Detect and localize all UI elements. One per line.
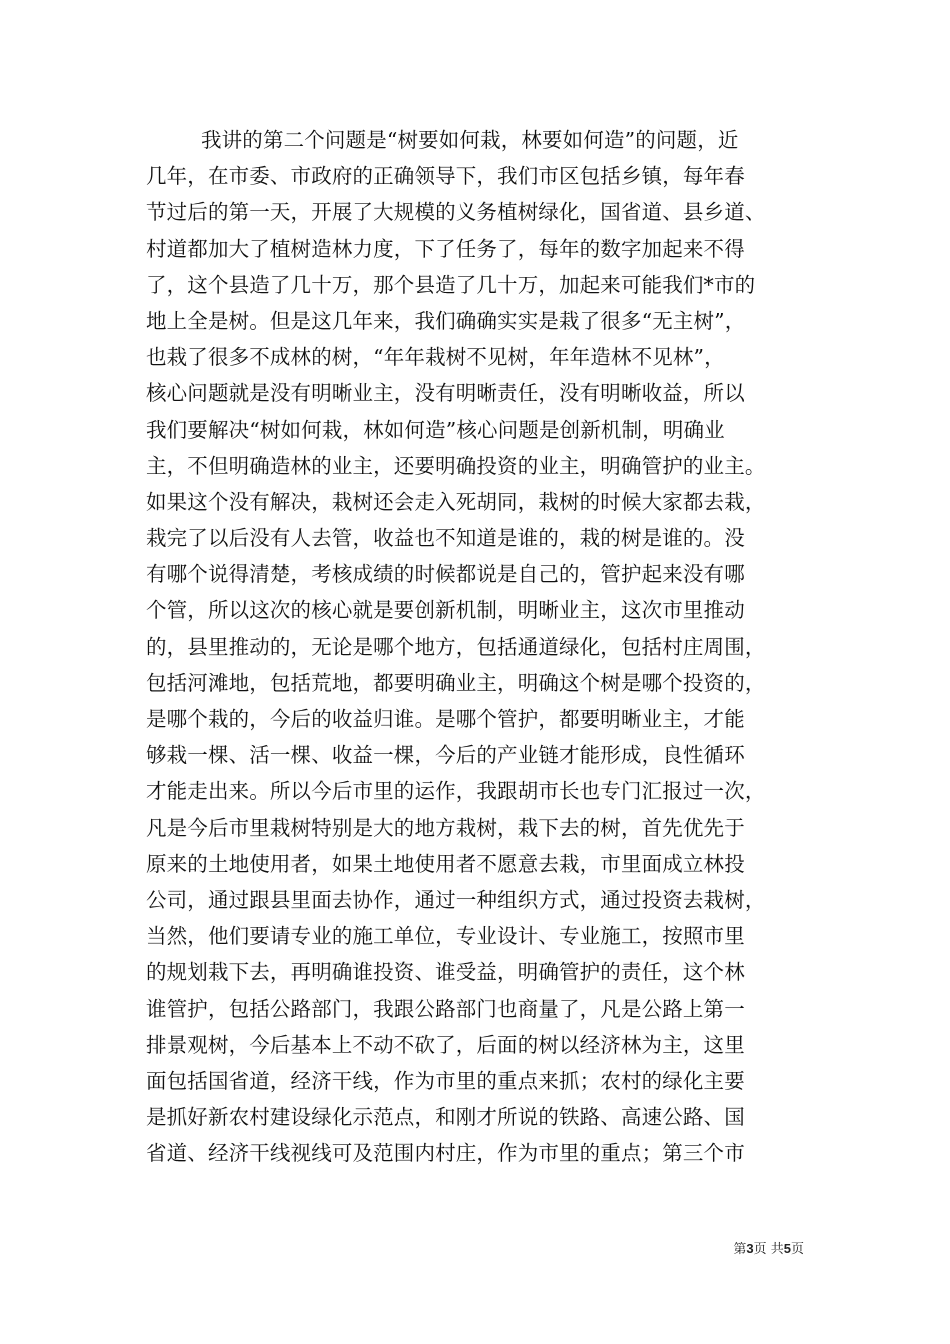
text-line-19: 才能走出来。所以今后市里的运作，我跟胡市长也专门汇报过一次， <box>146 779 766 804</box>
text-line-11: 如果这个没有解决，栽树还会走入死胡同，栽树的时候大家都去栽， <box>146 489 766 514</box>
text-line-28: 是抓好新农村建设绿化示范点，和刚才所说的铁路、高速公路、国 <box>146 1105 745 1130</box>
text-line-9: 我们要解决“树如何栽，林如何造”核心问题是创新机制，明确业 <box>146 417 725 442</box>
footer-middle: 页 共 <box>753 1242 784 1257</box>
text-line-4: 村道都加大了植树造林力度，下了任务了，每年的数字加起来不得 <box>146 236 745 261</box>
total-pages-number: 5 <box>783 1241 791 1256</box>
text-line-20: 凡是今后市里栽树特别是大的地方栽树，栽下去的树，首先优先于 <box>146 815 745 840</box>
text-line-1: 我讲的第二个问题是“树要如何栽，林要如何造”的问题，近 <box>201 128 739 152</box>
text-line-16: 包括河滩地，包括荒地，都要明确业主，明确这个树是哪个投资的， <box>146 670 766 695</box>
footer-prefix: 第 <box>733 1242 747 1257</box>
text-line-5: 了，这个县造了几十万，那个县造了几十万，加起来可能我们*市的 <box>146 272 756 297</box>
text-line-27: 面包括国省道，经济干线，作为市里的重点来抓；农村的绿化主要 <box>146 1068 745 1093</box>
text-line-15: 的，县里推动的，无论是哪个地方，包括通道绿化，包括村庄周围， <box>146 634 766 659</box>
text-line-8: 核心问题就是没有明晰业主，没有明晰责任，没有明晰收益，所以 <box>146 381 745 406</box>
text-line-6: 地上全是树。但是这几年来，我们确确实实是栽了很多“无主树”， <box>146 308 746 333</box>
current-page-number: 3 <box>746 1241 754 1256</box>
text-line-22: 公司，通过跟县里面去协作，通过一种组织方式，通过投资去栽树， <box>146 887 766 912</box>
text-line-17: 是哪个栽的，今后的收益归谁。是哪个管护，都要明晰业主，才能 <box>146 707 745 731</box>
text-line-3: 节过后的第一天，开展了大规模的义务植树绿化，国省道、县乡道、 <box>146 200 766 225</box>
text-line-29: 省道、经济干线视线可及范围内村庄，作为市里的重点；第三个市 <box>146 1141 745 1166</box>
text-line-2: 几年，在市委、市政府的正确领导下，我们市区包括乡镇，每年春 <box>146 164 745 189</box>
page-footer <box>733 1241 804 1258</box>
body-text <box>146 122 806 1171</box>
text-line-10: 主，不但明确造林的业主，还要明确投资的业主，明确管护的业主。 <box>146 453 766 478</box>
text-line-26: 排景观树，今后基本上不动不砍了，后面的树以经济林为主，这里 <box>146 1032 745 1057</box>
text-line-13: 有哪个说得清楚，考核成绩的时候都说是自己的，管护起来没有哪 <box>146 562 745 587</box>
text-line-7: 也栽了很多不成林的树，“年年栽树不见树，年年造林不见林”， <box>146 345 725 370</box>
footer-suffix: 页 <box>790 1242 804 1257</box>
text-line-21: 原来的土地使用者，如果土地使用者不愿意去栽，市里面成立林投 <box>146 851 745 876</box>
text-line-14: 个管，所以这次的核心就是要创新机制，明晰业主，这次市里推动 <box>146 598 745 623</box>
text-line-18: 够栽一棵、活一棵、收益一棵，今后的产业链才能形成，良性循环 <box>146 743 745 768</box>
text-line-24: 的规划栽下去，再明确谁投资、谁受益，明确管护的责任，这个林 <box>146 960 745 985</box>
text-line-12: 栽完了以后没有人去管，收益也不知道是谁的，栽的树是谁的。没 <box>146 526 745 551</box>
text-line-23: 当然，他们要请专业的施工单位，专业设计、专业施工，按照市里 <box>146 924 745 949</box>
text-line-25: 谁管护，包括公路部门，我跟公路部门也商量了，凡是公路上第一 <box>146 996 745 1021</box>
